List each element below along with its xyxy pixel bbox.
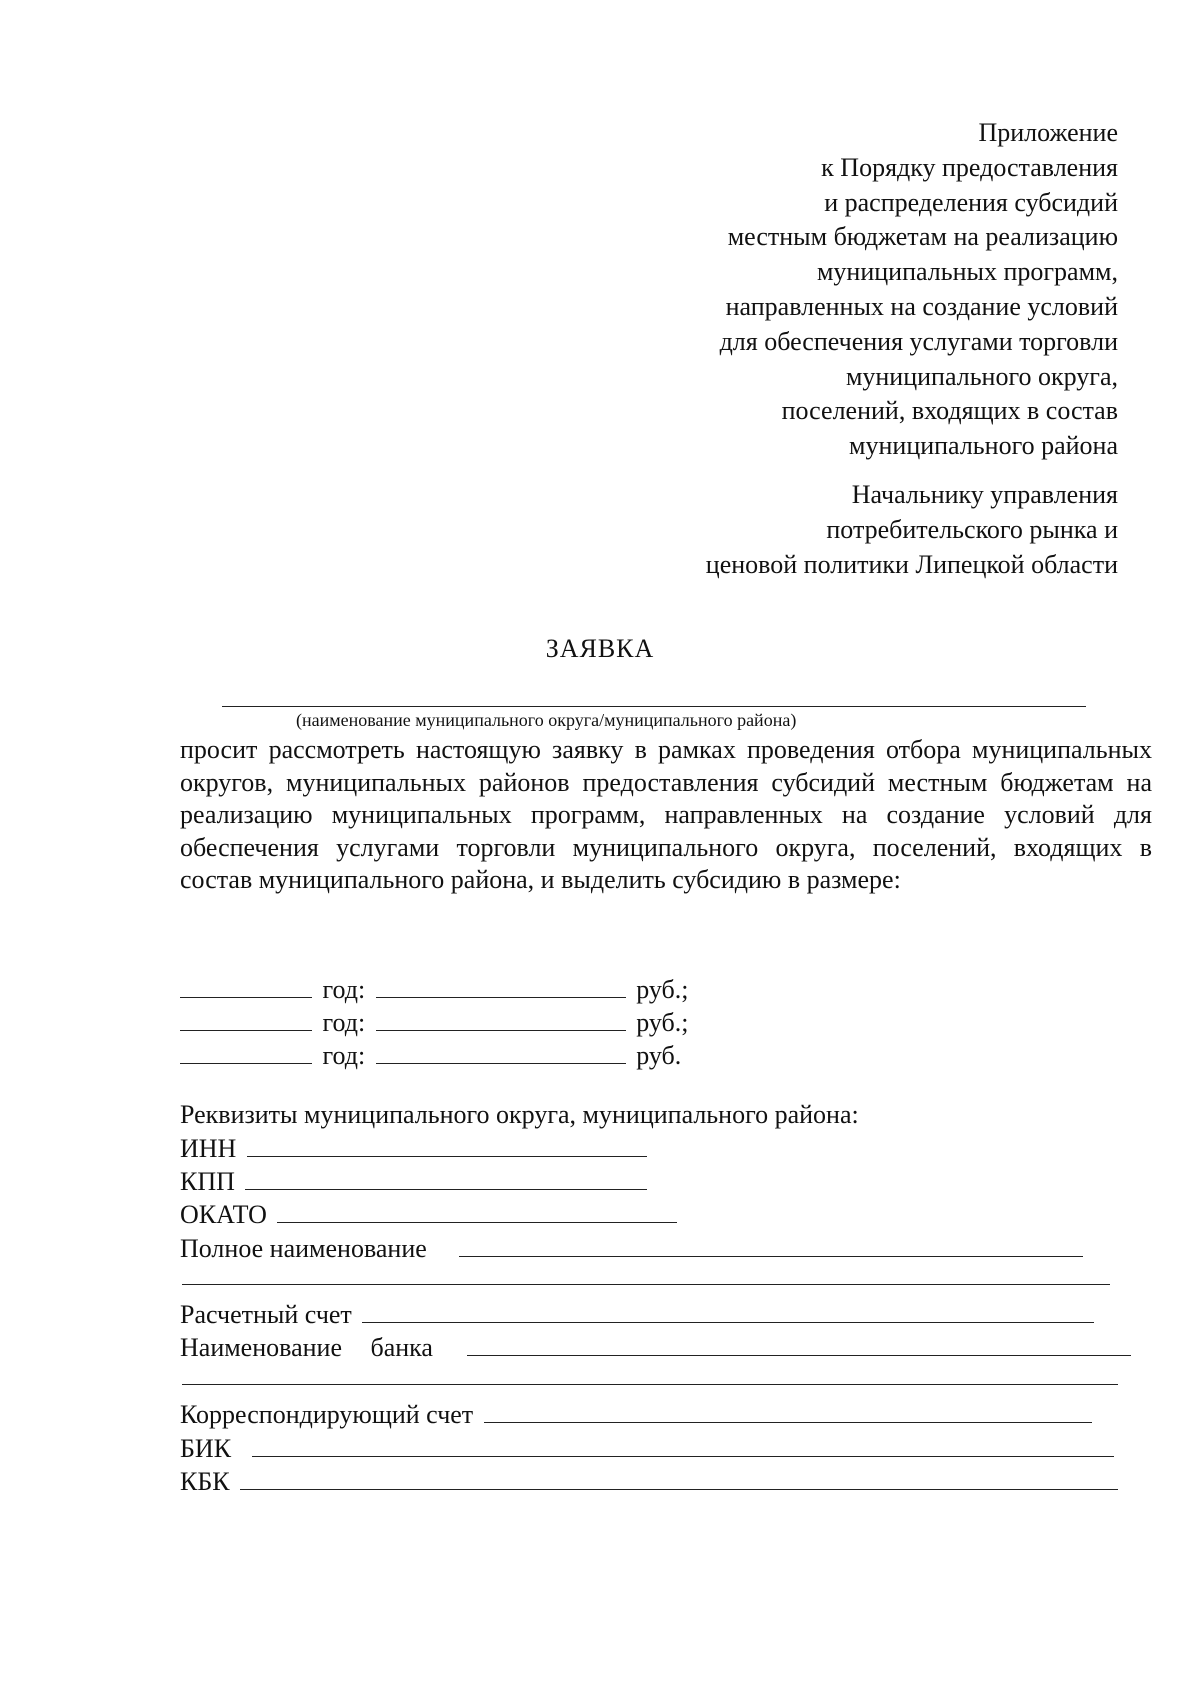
appendix-line: Приложение (978, 118, 1118, 147)
appendix-line: поселений, входящих в состав (781, 396, 1118, 426)
bank-name-label-part2: банка (370, 1333, 433, 1362)
kpp-label: КПП (180, 1167, 235, 1196)
corr-account-blank (484, 1402, 1092, 1423)
okato-blank (277, 1202, 677, 1223)
kbk-blank (240, 1469, 1118, 1490)
corr-account-row (180, 1400, 1096, 1430)
kbk-row (180, 1467, 1122, 1497)
bank-name-label-part1: Наименование (180, 1333, 342, 1362)
bik-blank (252, 1436, 1114, 1457)
bik-label: БИК (180, 1434, 232, 1463)
request-paragraph (180, 734, 1152, 897)
inn-row (180, 1134, 651, 1164)
bank-name-continuation-line (182, 1384, 1118, 1385)
appendix-line: направленных на создание условий (725, 291, 1118, 321)
appendix-line: муниципального района (849, 431, 1118, 461)
amount-blank (376, 1043, 626, 1064)
appendix-line: муниципального округа, (845, 361, 1118, 391)
year-label: год: (322, 975, 366, 1004)
kpp-row (180, 1167, 651, 1197)
subsidy-row (180, 1041, 681, 1071)
document-title: ЗАЯВКА (545, 634, 655, 663)
year-blank (180, 977, 312, 998)
appendix-line: для обеспечения услугами торговли (719, 326, 1118, 356)
year-label: год: (322, 1008, 366, 1037)
appendix-line: муниципальных программ, (816, 257, 1118, 287)
currency-label: руб.; (636, 1008, 689, 1037)
amount-blank (376, 1010, 626, 1031)
full-name-blank (459, 1236, 1083, 1257)
kpp-blank (245, 1169, 647, 1190)
request-text: просит рассмотреть настоящую заявку в рамках проведения отбора муниципальных округов, муниципальных районов предоставления субсидий местным бюджетам на реализацию муниципальных программ, направленных на создание условий для обеспечения услугами торговли муниципального округа, поселений, входящих в состав муниципального района, и выделить субсидию в размере: (180, 735, 1152, 895)
inn-label: ИНН (180, 1134, 237, 1163)
bik-row (180, 1434, 1118, 1464)
kbk-label: КБК (180, 1467, 230, 1496)
appendix-line: и распределения субсидий (824, 187, 1118, 217)
currency-label: руб.; (636, 975, 689, 1004)
account-blank (362, 1302, 1094, 1323)
addressee-line: Начальнику управления (851, 480, 1118, 509)
bank-name-row (180, 1333, 1135, 1363)
account-row (180, 1300, 1098, 1330)
okato-label: ОКАТО (180, 1200, 267, 1229)
addressee-line: ценовой политики Липецкой области (705, 549, 1118, 579)
amount-blank (376, 977, 626, 998)
appendix-block (558, 116, 1118, 464)
subsidy-row (180, 1008, 689, 1038)
corr-account-label: Корреспондирующий счет (180, 1400, 474, 1429)
appendix-line: к Порядку предоставления (821, 152, 1118, 182)
currency-label: руб. (636, 1041, 682, 1070)
full-name-row (180, 1234, 1087, 1264)
okato-row (180, 1200, 681, 1230)
municipality-name-caption: (наименование муниципального округа/муниципального района) (296, 710, 797, 730)
requisites-heading: Реквизиты муниципального округа, муниципального района: (180, 1100, 859, 1129)
full-name-continuation-line (182, 1284, 1110, 1285)
account-label: Расчетный счет (180, 1300, 352, 1329)
municipality-name-line (222, 706, 1086, 707)
addressee-block (558, 478, 1118, 582)
subsidy-row (180, 975, 689, 1005)
appendix-line: местным бюджетам на реализацию (727, 222, 1118, 252)
addressee-line: потребительского рынка и (826, 514, 1118, 544)
year-blank (180, 1043, 312, 1064)
full-name-label: Полное наименование (180, 1234, 427, 1263)
inn-blank (247, 1136, 647, 1157)
year-label: год: (322, 1041, 366, 1070)
year-blank (180, 1010, 312, 1031)
bank-name-blank (467, 1335, 1131, 1356)
